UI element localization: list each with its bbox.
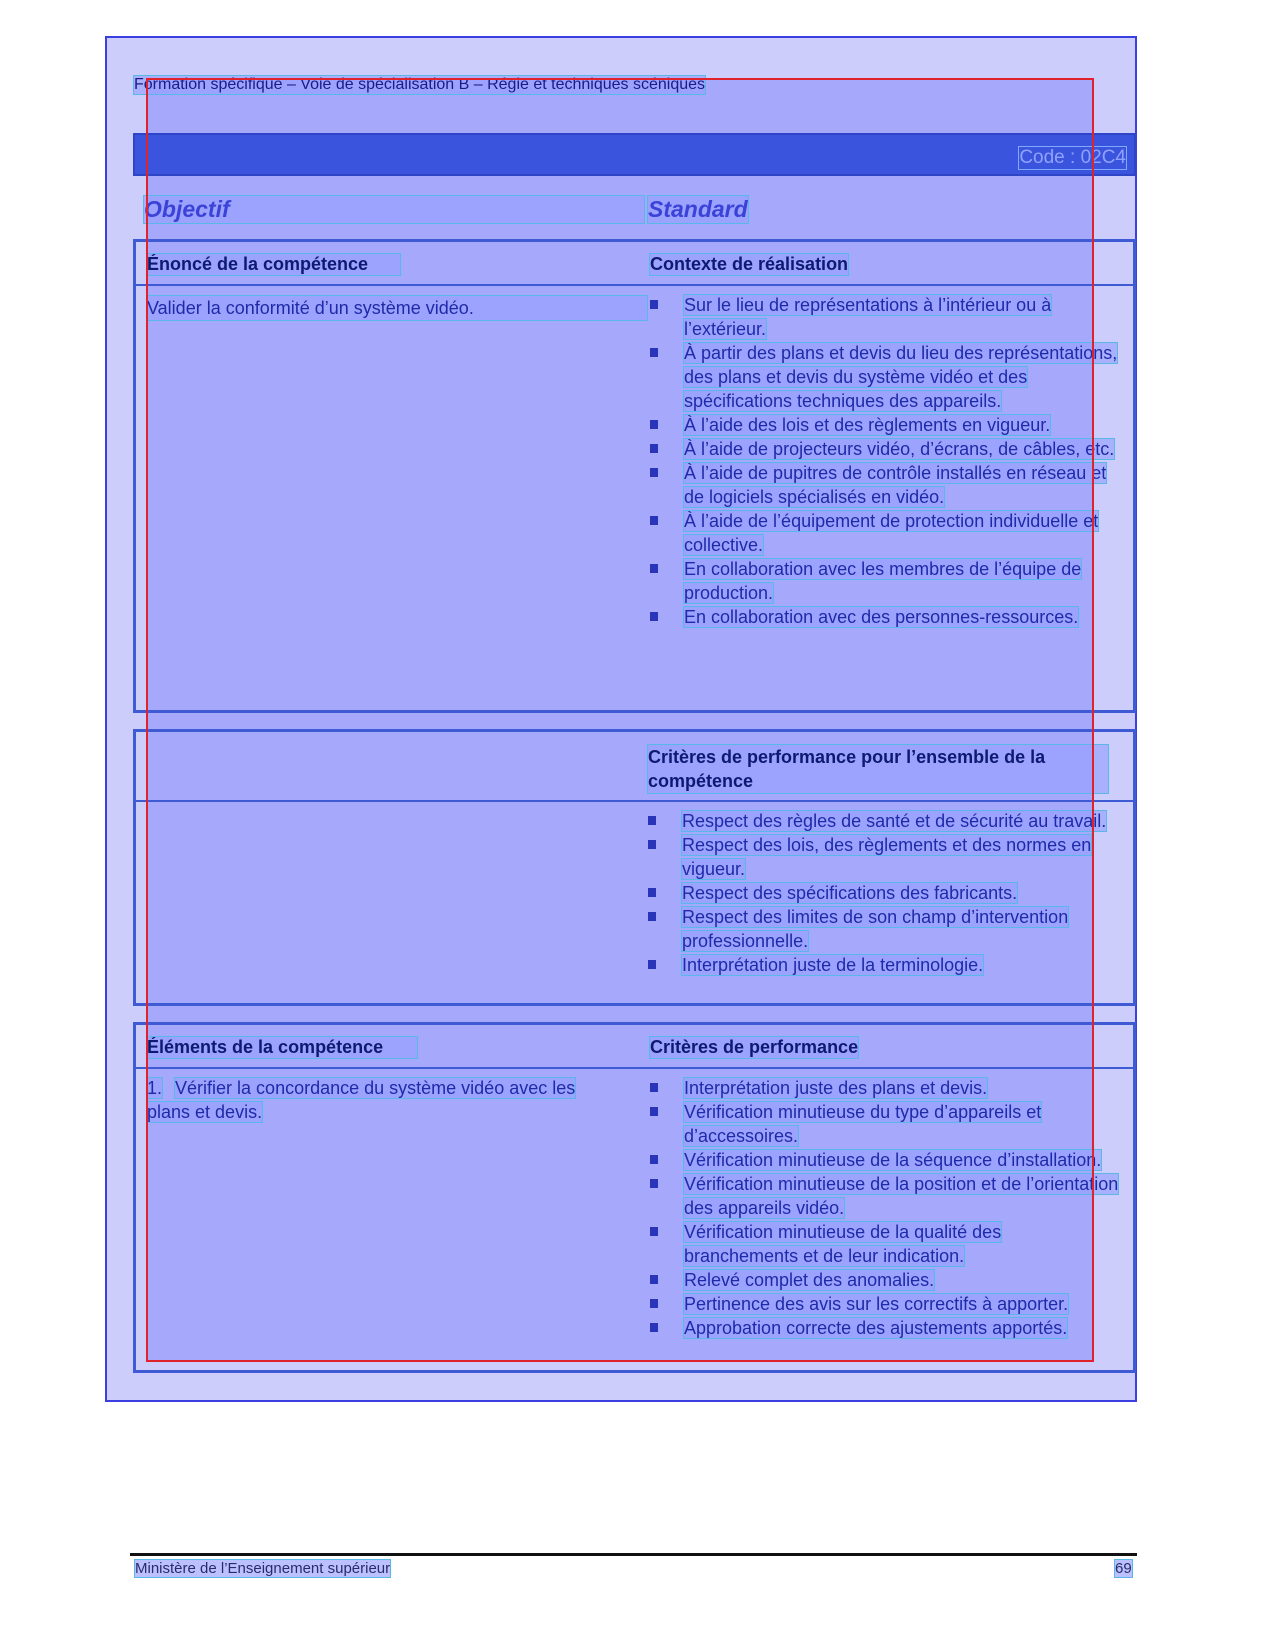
list-item: Pertinence des avis sur les correctifs à apporter.	[648, 1292, 1120, 1316]
list-item: Respect des lois, des règlements et des normes en vigueur.	[646, 833, 1116, 881]
list-item: Vérification minutieuse du type d’appareils et d’accessoires.	[648, 1100, 1120, 1148]
list-item: Relevé complet des anomalies.	[648, 1268, 1120, 1292]
list-item: À partir des plans et devis du lieu des représentations, des plans et devis du système vidéo et des spécifications techniques des appareils.	[648, 341, 1118, 413]
objectif-title: Objectif	[144, 196, 644, 223]
competence-statement: Valider la conformité d’un système vidéo.	[147, 296, 647, 320]
elements-header: Éléments de la compétence	[147, 1037, 417, 1058]
criteres-ensemble-header: Critères de performance pour l’ensemble de la compétence	[648, 745, 1108, 793]
elements-table	[133, 1022, 1136, 1373]
list-item: Interprétation juste des plans et devis.	[648, 1076, 1120, 1100]
contexte-list	[648, 293, 1118, 629]
element-1: 1. Vérifier la concordance du système vidéo avec les plans et devis.	[147, 1078, 576, 1122]
list-item: Respect des règles de santé et de sécurité au travail.	[646, 809, 1116, 833]
list-item: En collaboration avec les membres de l’équipe de production.	[648, 557, 1118, 605]
list-item: À l’aide de projecteurs vidéo, d’écrans, de câbles, etc.	[648, 437, 1118, 461]
list-item: Respect des limites de son champ d’intervention professionnelle.	[646, 905, 1116, 953]
enonce-header: Énoncé de la compétence	[147, 254, 400, 275]
list-item: En collaboration avec des personnes-ressources.	[648, 605, 1118, 629]
list-item: À l’aide de l’équipement de protection individuelle et collective.	[648, 509, 1118, 557]
list-item: À l’aide de pupitres de contrôle installés en réseau et de logiciels spécialisés en vidéo.	[648, 461, 1118, 509]
list-item: Sur le lieu de représentations à l’intérieur ou à l’extérieur.	[648, 293, 1118, 341]
footer-ministry: Ministère de l’Enseignement supérieur	[135, 1560, 391, 1577]
competency-code: Code : 02C4	[1019, 147, 1126, 168]
contexte-header: Contexte de réalisation	[650, 254, 849, 274]
criteres-ensemble-list	[646, 809, 1116, 977]
criteres-header: Critères de performance	[650, 1037, 859, 1057]
page-number: 69	[1115, 1560, 1132, 1577]
list-item: Vérification minutieuse de la qualité des branchements et de leur indication.	[648, 1220, 1120, 1268]
list-item: Vérification minutieuse de la position et de l’orientation des appareils vidéo.	[648, 1172, 1120, 1220]
criteres-ensemble-table	[133, 729, 1136, 1006]
criteres-list	[648, 1076, 1120, 1340]
code-bar	[133, 133, 1136, 176]
list-item: Respect des spécifications des fabricants.	[646, 881, 1116, 905]
list-item: Approbation correcte des ajustements apportés.	[648, 1316, 1120, 1340]
list-item: Interprétation juste de la terminologie.	[646, 953, 1116, 977]
list-item: À l’aide des lois et des règlements en vigueur.	[648, 413, 1118, 437]
running-head: Formation spécifique – Voie de spécialisation B – Régie et techniques scéniques	[134, 76, 706, 93]
standard-title: Standard	[648, 196, 748, 222]
footer-rule	[130, 1553, 1137, 1556]
competence-table	[133, 239, 1136, 713]
list-item: Vérification minutieuse de la séquence d’installation.	[648, 1148, 1120, 1172]
